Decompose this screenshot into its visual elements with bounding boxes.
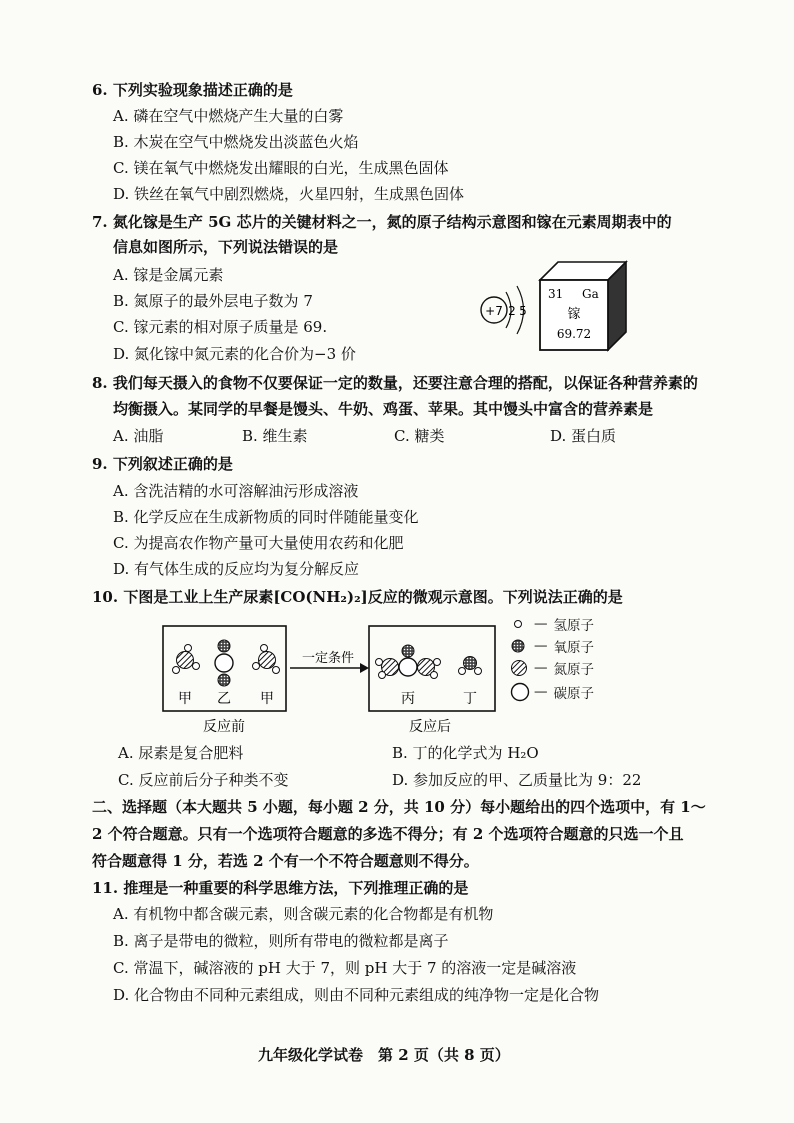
nitrogen-atom-diagram	[476, 280, 536, 340]
q6-stem: 6. 下列实验现象描述正确的是	[92, 81, 293, 99]
page-footer: 九年级化学试卷 第 2 页（共 8 页）	[258, 1046, 510, 1064]
ammonia-molecule-left	[173, 645, 200, 674]
label-jia-left: 甲	[178, 691, 192, 707]
reaction-diagram	[160, 618, 500, 738]
q6-option-a: A. 磷在空气中燃烧产生大量的白雾	[113, 107, 344, 125]
q7-stem-line2: 信息如图所示，下列说法错误的是	[113, 238, 339, 256]
shell1-electrons: 2	[508, 304, 516, 318]
q10-option-a: A. 尿素是复合肥料	[118, 744, 244, 762]
q11-option-a: A. 有机物中都含碳元素，则含碳元素的化合物都是有机物	[113, 905, 494, 923]
label-ding: 丁	[463, 691, 477, 707]
q9-stem: 9. 下列叙述正确的是	[92, 455, 233, 473]
q8-option-d: D. 蛋白质	[550, 427, 617, 445]
water-molecule	[459, 657, 482, 675]
label-jia-right: 甲	[260, 691, 274, 707]
q11-option-d: D. 化合物由不同种元素组成，则由不同种元素组成的纯净物一定是化合物	[113, 986, 600, 1004]
element-symbol: Ga	[582, 287, 599, 301]
q6-option-b: B. 木炭在空气中燃烧发出淡蓝色火焰	[113, 133, 359, 151]
caption-after: 反应后	[409, 719, 451, 735]
shell2-electrons: 5	[519, 304, 527, 318]
carbon-atom-icon	[510, 682, 532, 702]
q10-option-c: C. 反应前后分子种类不变	[118, 771, 289, 789]
gallium-element-box	[534, 256, 634, 356]
legend-nitrogen: 氮原子	[553, 662, 594, 678]
q10-option-b: B. 丁的化学式为 H₂O	[392, 744, 539, 762]
hydrogen-atom-icon	[510, 616, 532, 632]
label-yi: 乙	[217, 691, 231, 707]
q9-option-b: B. 化学反应在生成新物质的同时伴随能量变化	[113, 508, 419, 526]
legend-carbon: 碳原子	[553, 686, 594, 702]
q6-option-d: D. 铁丝在氧气中剧烈燃烧，火星四射，生成黑色固体	[113, 185, 465, 203]
arrow-label: 一定条件	[301, 651, 355, 666]
ammonia-molecule-right	[253, 645, 280, 674]
label-bing: 丙	[401, 691, 415, 707]
carbon-dioxide-molecule	[215, 640, 233, 686]
nucleus-charge: +7	[485, 304, 503, 318]
q9-option-c: C. 为提高农作物产量可大量使用农药和化肥	[113, 534, 404, 552]
q11-stem: 11. 推理是一种重要的科学思维方法，下列推理正确的是	[92, 879, 469, 897]
section2-line2: 2 个符合题意。只有一个选项符合题意的多选不得分；有 2 个选项符合题意的只选一个且	[92, 825, 684, 843]
oxygen-atom-icon	[510, 638, 532, 654]
atomic-mass: 69.72	[556, 327, 592, 341]
q9-option-a: A. 含洗洁精的水可溶解油污形成溶液	[113, 482, 359, 500]
q7-option-d: D. 氮化镓中氮元素的化合价为−3 价	[113, 345, 356, 363]
q10-stem: 10. 下图是工业上生产尿素[CO(NH₂)₂]反应的微观示意图。下列说法正确的是	[92, 588, 623, 606]
legend-oxygen: 氧原子	[553, 640, 594, 656]
q8-stem-line1: 8. 我们每天摄入的食物不仅要保证一定的数量，还要注意合理的搭配，以保证各种营养素的	[92, 374, 698, 392]
q11-option-b: B. 离子是带电的微粒，则所有带电的微粒都是离子	[113, 932, 449, 950]
q11-option-c: C. 常温下，碱溶液的 pH 大于 7，则 pH 大于 7 的溶液一定是碱溶液	[113, 959, 577, 977]
section2-line3: 符合题意得 1 分，若选 2 个有一个不符合题意则不得分。	[92, 852, 479, 870]
q9-option-d: D. 有气体生成的反应均为复分解反应	[113, 560, 360, 578]
element-name: 镓	[567, 307, 581, 322]
section2-line1: 二、选择题（本大题共 5 小题，每小题 2 分，共 10 分）每小题给出的四个选项中，有 1～	[92, 798, 706, 816]
q7-option-c: C. 镓元素的相对原子质量是 69.	[113, 318, 328, 336]
q8-option-b: B. 维生素	[242, 427, 308, 445]
atomic-number: 31	[548, 287, 564, 301]
q7-stem-line1: 7. 氮化镓是生产 5G 芯片的关键材料之一，氮的原子结构示意图和镓在元素周期表中的	[92, 213, 672, 231]
q6-option-c: C. 镁在氧气中燃烧发出耀眼的白光，生成黑色固体	[113, 159, 449, 177]
caption-before: 反应前	[203, 719, 245, 735]
q8-option-c: C. 糖类	[394, 427, 445, 445]
atom-legend: — 氢原子 — 氧原子 — 氮原子 — 碳原子	[510, 614, 640, 714]
q10-option-d: D. 参加反应的甲、乙质量比为 9：22	[392, 771, 642, 789]
q7-option-a: A. 镓是金属元素	[113, 266, 224, 284]
q7-option-b: B. 氮原子的最外层电子数为 7	[113, 292, 313, 310]
q8-option-a: A. 油脂	[113, 427, 164, 445]
q8-stem-line2: 均衡摄入。某同学的早餐是馒头、牛奶、鸡蛋、苹果。其中馒头中富含的营养素是	[113, 400, 654, 418]
urea-molecule	[376, 645, 441, 679]
nitrogen-atom-icon	[510, 659, 532, 677]
legend-hydrogen: 氢原子	[553, 618, 594, 634]
